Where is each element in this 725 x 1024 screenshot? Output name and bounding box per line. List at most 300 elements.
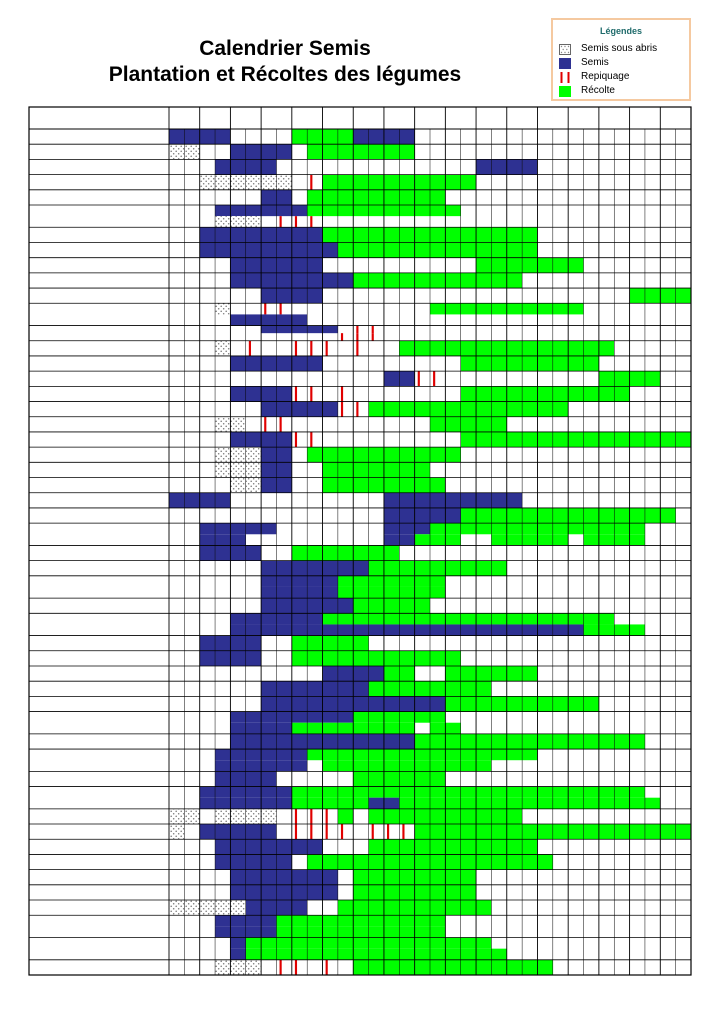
recolte-cell — [353, 190, 368, 205]
recolte-cell — [630, 824, 645, 839]
recolte-cell — [476, 900, 491, 915]
recolte-cell — [276, 926, 291, 937]
semis-cell — [307, 613, 322, 624]
recolte-cell — [415, 734, 430, 749]
recolte-cell — [584, 787, 599, 798]
repiquage-bar — [295, 216, 297, 227]
recolte-cell — [384, 144, 399, 159]
recolte-cell — [307, 915, 322, 926]
semis-abris-cell — [230, 478, 245, 493]
recolte-cell — [522, 749, 537, 760]
recolte-cell — [491, 273, 506, 288]
recolte-cell — [461, 273, 476, 288]
semis-cell — [200, 798, 215, 809]
repiquage-cell — [310, 175, 312, 190]
semis-cell — [307, 258, 322, 273]
recolte-cell — [369, 613, 384, 624]
recolte-cell — [384, 949, 399, 960]
recolte-cell — [369, 885, 384, 900]
recolte-cell — [430, 854, 445, 869]
recolte-cell — [522, 824, 537, 839]
recolte-cell — [676, 432, 691, 447]
legend-label: Récolte — [581, 85, 615, 96]
semis-cell — [261, 613, 276, 624]
recolte-cell — [445, 402, 460, 417]
recolte-cell — [537, 432, 552, 447]
repiquage-bar — [295, 386, 297, 401]
semis-abris-cell — [230, 900, 245, 915]
recolte-cell — [415, 587, 430, 598]
recolte-cell — [491, 303, 506, 314]
semis-cell — [307, 242, 322, 257]
semis-abris-cell — [261, 175, 276, 190]
recolte-cell — [369, 900, 384, 915]
semis-cell — [461, 624, 476, 635]
repiquage-bar — [295, 809, 297, 824]
repiquage-bar — [295, 341, 297, 356]
recolte-cell — [553, 356, 568, 371]
semis-cell — [246, 205, 261, 216]
recolte-cell — [399, 809, 414, 824]
repiquage-cell — [264, 303, 266, 314]
recolte-cell — [369, 478, 384, 493]
repiquage-bar — [326, 809, 328, 824]
semis-cell — [369, 624, 384, 635]
recolte-cell — [338, 447, 353, 462]
repiquage-bar — [341, 333, 343, 341]
recolte-cell — [307, 205, 322, 216]
recolte-cell — [415, 205, 430, 216]
semis-cell — [261, 870, 276, 885]
semis-cell — [323, 885, 338, 900]
recolte-cell — [568, 824, 583, 839]
semis-cell — [230, 798, 245, 809]
semis-cell — [292, 258, 307, 273]
semis-cell — [246, 613, 261, 624]
recolte-cell — [553, 432, 568, 447]
recolte-cell — [246, 938, 261, 949]
recolte-cell — [507, 508, 522, 523]
semis-cell — [292, 598, 307, 613]
semis-cell — [353, 666, 368, 681]
recolte-cell — [369, 402, 384, 417]
recolte-cell — [430, 760, 445, 771]
recolte-cell — [522, 523, 537, 534]
recolte-cell — [537, 613, 552, 624]
recolte-cell — [323, 938, 338, 949]
semis-cell — [200, 242, 215, 257]
semis-cell — [445, 493, 460, 508]
recolte-cell — [415, 561, 430, 576]
repiquage-bar — [418, 371, 420, 386]
recolte-cell — [415, 402, 430, 417]
recolte-cell — [445, 787, 460, 798]
semis-cell — [230, 258, 245, 273]
semis-cell — [323, 587, 338, 598]
semis-abris-cell — [276, 175, 291, 190]
recolte-cell — [399, 712, 414, 723]
recolte-cell — [369, 227, 384, 242]
semis-cell — [292, 288, 307, 303]
repiquage-bar — [310, 386, 312, 401]
semis-cell — [491, 493, 506, 508]
semis-cell — [276, 273, 291, 288]
semis-abris-cell — [230, 417, 245, 432]
recolte-cell — [399, 926, 414, 937]
semis-cell — [261, 771, 276, 786]
repiquage-bar — [295, 432, 297, 447]
recolte-cell — [491, 854, 506, 869]
recolte-cell — [445, 760, 460, 771]
recolte-cell — [461, 870, 476, 885]
semis-abris-cell — [230, 462, 245, 477]
recolte-cell — [384, 273, 399, 288]
recolte-cell — [430, 523, 445, 534]
recolte-cell — [399, 651, 414, 666]
recolte-cell — [369, 242, 384, 257]
semis-abris-cell — [246, 462, 261, 477]
repiquage-cell — [295, 824, 297, 839]
recolte-cell — [584, 613, 599, 624]
semis-cell — [384, 798, 399, 809]
table-row — [215, 771, 445, 786]
semis-abris-cell — [215, 462, 230, 477]
recolte-cell — [445, 870, 460, 885]
semis-cell — [353, 561, 368, 576]
recolte-cell — [507, 824, 522, 839]
semis-cell — [261, 205, 276, 216]
semis-cell — [200, 129, 215, 144]
semis-cell — [276, 749, 291, 760]
recolte-cell — [430, 723, 445, 734]
recolte-cell — [399, 402, 414, 417]
semis-cell — [323, 624, 338, 635]
repiquage-bar — [356, 341, 358, 356]
recolte-cell — [399, 561, 414, 576]
recolte-cell — [338, 613, 353, 624]
recolte-cell — [430, 938, 445, 949]
legend-title: Légendes — [599, 26, 642, 36]
recolte-cell — [584, 696, 599, 711]
recolte-cell — [399, 613, 414, 624]
recolte-cell — [445, 613, 460, 624]
semis-cell — [230, 159, 245, 174]
table-row — [230, 613, 645, 635]
recolte-cell — [430, 839, 445, 854]
semis-cell — [261, 159, 276, 174]
semis-cell — [215, 242, 230, 257]
recolte-cell — [476, 696, 491, 711]
recolte-cell — [645, 798, 660, 809]
recolte-cell — [445, 723, 460, 734]
recolte-cell — [630, 288, 645, 303]
recolte-cell — [369, 723, 384, 734]
semis-cell — [307, 870, 322, 885]
semis-abris-cell — [184, 809, 199, 824]
title-line-1: Calendrier Semis — [199, 37, 371, 60]
repiquage-cell — [402, 824, 404, 839]
recolte-cell — [522, 356, 537, 371]
semis-cell — [323, 326, 338, 334]
recolte-cell — [307, 190, 322, 205]
recolte-cell — [430, 561, 445, 576]
recolte-cell — [445, 885, 460, 900]
recolte-cell — [445, 949, 460, 960]
recolte-cell — [399, 227, 414, 242]
semis-cell — [292, 760, 307, 771]
semis-cell — [369, 129, 384, 144]
recolte-cell — [568, 432, 583, 447]
semis-cell — [276, 478, 291, 493]
semis-abris-cell — [184, 144, 199, 159]
recolte-cell — [323, 190, 338, 205]
recolte-cell — [491, 417, 506, 432]
recolte-cell — [476, 960, 491, 975]
recolte-cell — [353, 749, 368, 760]
semis-cell — [215, 545, 230, 560]
recolte-cell — [537, 696, 552, 711]
semis-cell — [215, 771, 230, 786]
recolte-cell — [645, 432, 660, 447]
recolte-cell — [430, 478, 445, 493]
recolte-cell — [445, 938, 460, 949]
recolte-cell — [384, 478, 399, 493]
semis-cell — [246, 787, 261, 798]
semis-cell — [230, 824, 245, 839]
semis-cell — [215, 636, 230, 651]
recolte-cell — [461, 696, 476, 711]
recolte-cell — [246, 949, 261, 960]
recolte-cell — [476, 402, 491, 417]
semis-cell — [384, 534, 399, 545]
recolte-cell — [384, 205, 399, 216]
repiquage-bar — [310, 216, 312, 227]
semis-cell — [323, 576, 338, 587]
repiquage-cell — [264, 417, 266, 432]
recolte-cell — [461, 760, 476, 771]
recolte-cell — [614, 534, 629, 545]
semis-abris-cell — [230, 809, 245, 824]
semis-cell — [215, 523, 230, 534]
recolte-cell — [461, 900, 476, 915]
semis-cell — [215, 205, 230, 216]
recolte-cell — [415, 341, 430, 356]
recolte-cell — [369, 205, 384, 216]
recolte-cell — [476, 523, 491, 534]
recolte-cell — [338, 949, 353, 960]
recolte-cell — [323, 478, 338, 493]
semis-cell — [261, 598, 276, 613]
recolte-cell — [507, 734, 522, 749]
recolte-cell — [522, 696, 537, 711]
repiquage-bar — [280, 960, 282, 975]
semis-cell — [276, 386, 291, 401]
semis-cell — [261, 326, 276, 334]
semis-cell — [461, 493, 476, 508]
recolte-cell — [353, 771, 368, 786]
semis-cell — [230, 242, 245, 257]
recolte-cell — [491, 341, 506, 356]
semis-cell — [261, 462, 276, 477]
recolte-cell — [353, 242, 368, 257]
recolte-cell — [599, 508, 614, 523]
recolte-cell — [353, 587, 368, 598]
semis-cell — [276, 447, 291, 462]
semis-cell — [230, 651, 245, 666]
semis-cell — [215, 129, 230, 144]
recolte-cell — [369, 273, 384, 288]
recolte-cell — [323, 462, 338, 477]
semis-cell — [261, 712, 276, 723]
semis-abris-cell — [215, 175, 230, 190]
repiquage-bar — [310, 809, 312, 824]
recolte-cell — [599, 534, 614, 545]
recolte-cell — [584, 534, 599, 545]
recolte-cell — [630, 798, 645, 809]
repiquage-cell — [341, 386, 343, 401]
recolte-cell — [415, 938, 430, 949]
recolte-cell — [584, 624, 599, 635]
recolte-cell — [338, 576, 353, 587]
semis-cell — [230, 636, 245, 651]
recolte-cell — [369, 712, 384, 723]
recolte-cell — [553, 303, 568, 314]
recolte-cell — [307, 144, 322, 159]
repiquage-cell — [356, 326, 358, 334]
recolte-cell — [384, 900, 399, 915]
recolte-cell — [660, 288, 675, 303]
recolte-cell — [461, 734, 476, 749]
semis-cell — [246, 723, 261, 734]
semis-cell — [246, 712, 261, 723]
recolte-cell — [522, 402, 537, 417]
recolte-cell — [430, 712, 445, 723]
recolte-cell — [292, 129, 307, 144]
recolte-cell — [445, 175, 460, 190]
semis-cell — [307, 576, 322, 587]
recolte-cell — [369, 749, 384, 760]
recolte-cell — [384, 462, 399, 477]
recolte-cell — [415, 613, 430, 624]
semis-cell — [430, 624, 445, 635]
semis-cell — [261, 432, 276, 447]
semis-cell — [200, 651, 215, 666]
repiquage-bar — [280, 417, 282, 432]
recolte-cell — [461, 341, 476, 356]
recolte-cell — [369, 854, 384, 869]
table-row — [261, 326, 374, 341]
recolte-cell — [461, 949, 476, 960]
recolte-cell — [630, 508, 645, 523]
repiquage-bar — [310, 175, 312, 190]
recolte-cell — [645, 508, 660, 523]
recolte-cell — [614, 824, 629, 839]
recolte-cell — [461, 749, 476, 760]
recolte-cell — [399, 447, 414, 462]
semis-cell — [230, 915, 245, 926]
semis-abris-cell — [215, 417, 230, 432]
recolte-cell — [553, 534, 568, 545]
semis-cell — [215, 493, 230, 508]
semis-abris-cell — [230, 960, 245, 975]
recolte-cell — [522, 854, 537, 869]
table-row — [230, 734, 645, 749]
recolte-cell — [568, 787, 583, 798]
semis-cell — [246, 651, 261, 666]
recolte-cell — [522, 258, 537, 273]
recolte-cell — [307, 749, 322, 760]
semis-abris-cell — [246, 175, 261, 190]
semis-cell — [215, 651, 230, 666]
semis-cell — [353, 696, 368, 711]
semis-cell — [261, 681, 276, 696]
recolte-cell — [445, 854, 460, 869]
semis-cell — [292, 326, 307, 334]
recolte-cell — [568, 303, 583, 314]
semis-cell — [261, 734, 276, 749]
repiquage-cell — [341, 333, 343, 341]
semis-cell — [353, 624, 368, 635]
table-row — [215, 159, 537, 174]
repiquage-cell — [341, 402, 343, 417]
recolte-cell — [384, 809, 399, 824]
recolte-cell — [476, 561, 491, 576]
repiquage-bar — [356, 333, 358, 341]
recolte-cell — [399, 900, 414, 915]
recolte-cell — [415, 960, 430, 975]
recolte-cell — [584, 798, 599, 809]
recolte-cell — [630, 432, 645, 447]
semis-cell — [276, 462, 291, 477]
recolte-cell — [384, 681, 399, 696]
semis-cell — [323, 598, 338, 613]
recolte-cell — [399, 598, 414, 613]
recolte-cell — [568, 341, 583, 356]
recolte-cell — [307, 854, 322, 869]
repiquage-bar — [402, 824, 404, 839]
recolte-cell — [599, 787, 614, 798]
recolte-cell — [491, 839, 506, 854]
semis-cell — [276, 712, 291, 723]
semis-cell — [261, 447, 276, 462]
recolte-cell — [369, 175, 384, 190]
recolte-cell — [491, 949, 506, 960]
repiquage-bar — [326, 341, 328, 356]
semis-cell — [491, 159, 506, 174]
recolte-cell — [323, 854, 338, 869]
recolte-cell — [461, 303, 476, 314]
recolte-cell — [338, 798, 353, 809]
semis-cell — [261, 760, 276, 771]
recolte-cell — [537, 787, 552, 798]
repiquage-cell — [280, 960, 282, 975]
semis-cell — [369, 798, 384, 809]
recolte-cell — [522, 303, 537, 314]
semis-cell — [507, 493, 522, 508]
recolte-cell — [430, 885, 445, 900]
repiquage-cell — [326, 341, 328, 356]
recolte-cell — [476, 798, 491, 809]
semis-cell — [215, 798, 230, 809]
semis-abris-cell — [246, 478, 261, 493]
semis-cell — [246, 356, 261, 371]
semis-cell — [276, 314, 291, 325]
recolte-cell — [445, 696, 460, 711]
recolte-cell — [461, 508, 476, 523]
recolte-cell — [476, 681, 491, 696]
recolte-cell — [307, 787, 322, 798]
semis-cell — [507, 624, 522, 635]
